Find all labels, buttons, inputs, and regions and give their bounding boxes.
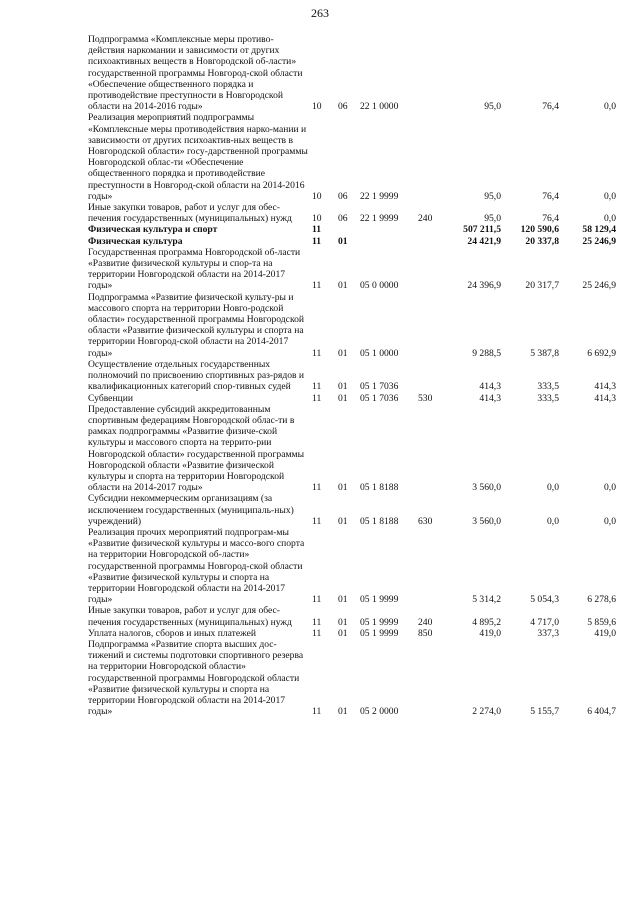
row-name: Осуществление отдельных государственных полномочий по присвоению спортивных раз-рядов и квалификационных категорий спор-тивных судей	[88, 358, 305, 393]
table-row	[88, 292, 628, 359]
value-2: 76,4	[542, 190, 559, 202]
section-code: 11	[312, 381, 322, 393]
value-1: 507 211,5	[463, 224, 501, 236]
value-1: 95,0	[484, 190, 501, 202]
expense-type-code: 630	[418, 515, 433, 527]
row-name: Субвенции	[88, 392, 133, 404]
section-code: 10	[312, 101, 322, 113]
section-code: 11	[312, 347, 322, 359]
row-name: Подпрограмма «Развитие спорта высших дос-тижений и системы подготовки спортивного резерва на территории Новгородской области» государственной программы Новгородской области «Развитие физической культуры и спорта на территории Новгородской области на 2014-2017 годы»	[88, 638, 304, 718]
expense-type-code: 240	[418, 616, 433, 628]
row-name: Предоставление субсидий аккредитованным спортивным федерациям Новгородской облас-ти в рамках подпрограммы «Развитие физиче-ской культуры и массового спорта на террито-рии Новгородской области» государственной программы Новгородской области «Развитие физической культуры и спорта на территории Новгородской области на 2014-2017 годы»	[88, 403, 305, 494]
value-2: 0,0	[547, 515, 559, 527]
value-1: 414,3	[479, 381, 501, 393]
row-name: Физическая культура	[88, 235, 183, 247]
row-name: Иные закупки товаров, работ и услуг для обес-печения государственных (муниципальных) нужд	[88, 605, 292, 628]
value-3: 414,3	[594, 381, 616, 393]
target-code: 05 1 9999	[360, 616, 399, 628]
value-3: 6 278,6	[587, 594, 616, 606]
value-1: 95,0	[484, 213, 501, 225]
value-1: 9 288,5	[472, 347, 501, 359]
subsection-code: 01	[338, 627, 348, 639]
row-name: Подпрограмма «Комплексные меры противо-действия наркомании и зависимости от других психоактивных веществ в Новгородской об-ласти» государственной программы Новгород-ской области «Обеспечение общественного порядка и противодействие преступности в Новгородской области на 2014-2016 годы»	[88, 34, 303, 113]
expense-type-code: 240	[418, 213, 433, 225]
value-3: 0,0	[604, 213, 616, 225]
subsection-code: 06	[338, 190, 348, 202]
row-name: Иные закупки товаров, работ и услуг для обес-печения государственных (муниципальных) нужд	[88, 202, 292, 225]
table-row	[88, 605, 628, 627]
value-3: 414,3	[594, 392, 616, 404]
table-row	[88, 359, 628, 393]
value-3: 0,0	[604, 515, 616, 527]
table-row	[88, 112, 628, 202]
target-code: 05 1 7036	[360, 392, 399, 404]
value-2: 5 387,8	[530, 347, 559, 359]
section-code: 11	[312, 616, 322, 628]
value-2: 0,0	[547, 482, 559, 494]
target-code: 05 1 9999	[360, 594, 399, 606]
value-1: 5 314,2	[472, 594, 501, 606]
row-name: Подпрограмма «Развитие физической культу-ры и массового спорта на территории Новго-родской области» государственной программы Новгородской области «Развитие физической культуры и спорта на территории Новгород-ской области на 2014-2017 годы»	[88, 291, 305, 359]
value-3: 0,0	[604, 190, 616, 202]
value-1: 24 421,9	[467, 235, 501, 247]
value-2: 333,5	[537, 381, 559, 393]
subsection-code: 01	[338, 482, 348, 494]
expense-type-code: 850	[418, 627, 433, 639]
value-3: 6 404,7	[587, 706, 616, 718]
subsection-code: 01	[338, 515, 348, 527]
table-row	[88, 247, 628, 292]
value-2: 120 590,6	[520, 224, 559, 236]
value-2: 333,5	[537, 392, 559, 404]
value-2: 4 717,0	[530, 616, 559, 628]
subsection-code: 01	[338, 594, 348, 606]
value-2: 76,4	[542, 101, 559, 113]
value-2: 5 155,7	[530, 706, 559, 718]
target-code: 05 1 0000	[360, 347, 399, 359]
subsection-code: 01	[338, 706, 348, 718]
section-code: 11	[312, 515, 322, 527]
budget-table	[88, 34, 628, 717]
value-2: 20 317,7	[525, 280, 559, 292]
target-code: 05 1 9999	[360, 627, 399, 639]
section-code: 10	[312, 190, 322, 202]
table-row	[88, 628, 628, 639]
table-row	[88, 493, 628, 527]
value-3: 0,0	[604, 482, 616, 494]
value-1: 4 895,2	[472, 616, 501, 628]
subsection-code: 06	[338, 101, 348, 113]
value-1: 419,0	[479, 627, 501, 639]
value-2: 337,3	[537, 627, 559, 639]
target-code: 05 2 0000	[360, 706, 399, 718]
target-code: 22 1 9999	[360, 190, 399, 202]
subsection-code: 01	[338, 381, 348, 393]
subsection-code: 06	[338, 213, 348, 225]
value-1: 95,0	[484, 101, 501, 113]
value-1: 414,3	[479, 392, 501, 404]
section-code: 11	[312, 627, 322, 639]
row-name: Реализация прочих мероприятий подпрограм-мы «Развитие физической культуры и массо-вого спорта на территории Новгородской об-ласти» государственной программы Новгород-ской области «Развитие физической культуры и спорта на территории Новгородской области на 2014-2017 годы»	[88, 526, 305, 606]
row-name: Субсидии некоммерческим организациям (за исключением государственных (муниципаль-ных) учреждений)	[88, 493, 294, 527]
value-2: 76,4	[542, 213, 559, 225]
section-code: 10	[312, 213, 322, 225]
target-code: 22 1 0000	[360, 101, 399, 113]
target-code: 05 1 7036	[360, 381, 399, 393]
subsection-code: 01	[338, 392, 348, 404]
row-name: Государственная программа Новгородской об-ласти «Развитие физической культуры и спор-та на территории Новгородской области на 2014-2017 годы»	[88, 246, 301, 292]
section-code: 11	[312, 280, 322, 292]
table-row	[88, 393, 628, 404]
row-name: Уплата налогов, сборов и иных платежей	[88, 627, 257, 639]
value-1: 3 560,0	[472, 482, 501, 494]
expense-type-code: 530	[418, 392, 433, 404]
value-2: 5 054,3	[530, 594, 559, 606]
section-code: 11	[312, 706, 322, 718]
value-3: 6 692,9	[587, 347, 616, 359]
value-2: 20 337,8	[525, 235, 559, 247]
table-row	[88, 34, 628, 112]
section-code: 11	[312, 392, 322, 404]
table-row	[88, 202, 628, 224]
subsection-code: 01	[338, 280, 348, 292]
value-1: 3 560,0	[472, 515, 501, 527]
target-code: 05 1 8188	[360, 482, 399, 494]
subsection-code: 01	[338, 235, 348, 247]
table-row	[88, 639, 628, 717]
page-number: 263	[311, 6, 329, 20]
target-code: 05 1 8188	[360, 515, 399, 527]
section-code: 11	[312, 594, 322, 606]
value-3: 0,0	[604, 101, 616, 113]
value-3: 25 246,9	[582, 235, 616, 247]
section-code: 11	[312, 235, 322, 247]
table-row-section	[88, 224, 628, 235]
value-1: 2 274,0	[472, 706, 501, 718]
row-name: Реализация мероприятий подпрограммы «Комплексные меры противодействия нарко-мании и зависимости от других психоактив-ных веществ в Новгородской области» госу-дарственной программы Новгородской облас-ти «Обеспечение общественного порядка и противодействие преступности в Новгород-ской области на 2014-2016 годы»	[88, 112, 308, 202]
table-row	[88, 527, 628, 605]
row-name: Физическая культура и спорт	[88, 224, 218, 236]
value-1: 24 396,9	[467, 280, 501, 292]
value-3: 5 859,6	[587, 616, 616, 628]
table-row-subsection	[88, 236, 628, 247]
section-code: 11	[312, 482, 322, 494]
target-code: 22 1 9999	[360, 213, 399, 225]
subsection-code: 01	[338, 347, 348, 359]
subsection-code: 01	[338, 616, 348, 628]
value-3: 58 129,4	[582, 224, 616, 236]
target-code: 05 0 0000	[360, 280, 399, 292]
value-3: 419,0	[594, 627, 616, 639]
section-code: 11	[312, 224, 322, 236]
value-3: 25 246,9	[582, 280, 616, 292]
table-row	[88, 404, 628, 494]
